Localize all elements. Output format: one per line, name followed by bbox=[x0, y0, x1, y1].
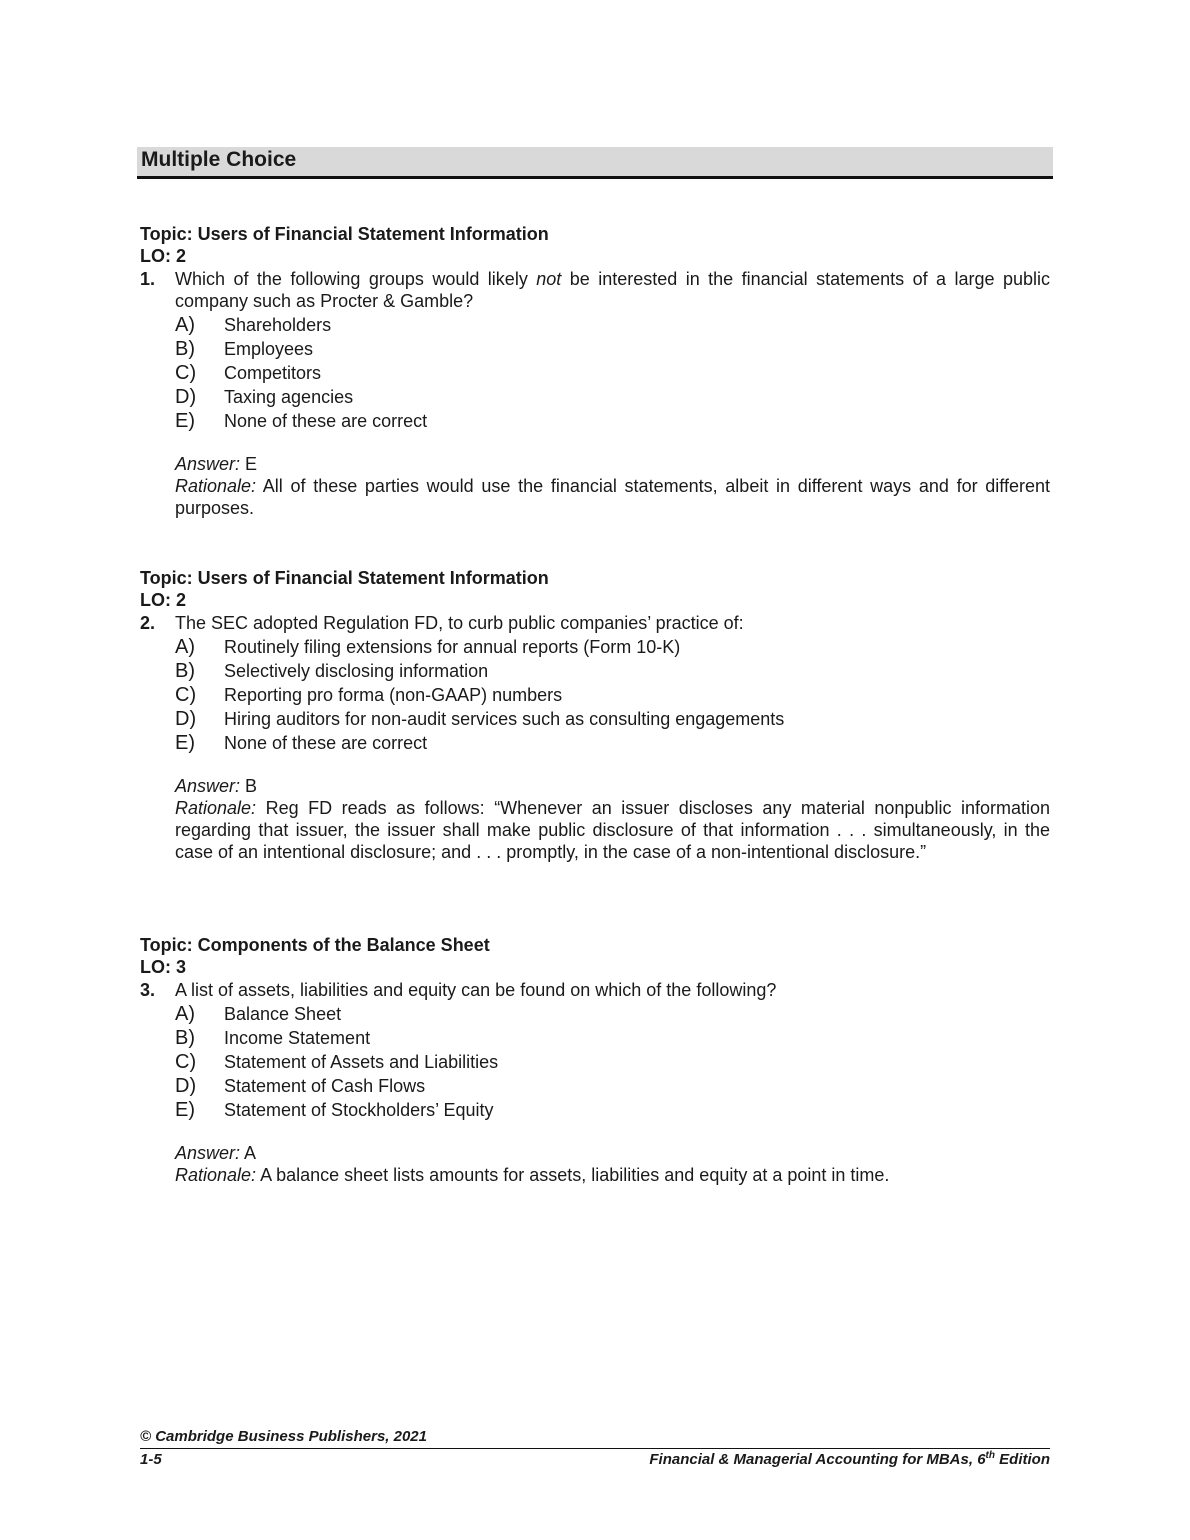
option-text: Competitors bbox=[224, 363, 322, 383]
question-number: 1. bbox=[140, 269, 156, 289]
option-text: Selectively disclosing information bbox=[224, 661, 489, 681]
stem-text: The SEC adopted Regulation FD, to curb public companies’ practice of: bbox=[175, 613, 744, 633]
question-number: 2. bbox=[140, 613, 156, 633]
option-text: Statement of Cash Flows bbox=[224, 1076, 426, 1096]
answer bbox=[175, 453, 1050, 475]
option-text: Balance Sheet bbox=[224, 1004, 342, 1024]
option-letter: C) bbox=[175, 684, 197, 706]
option bbox=[175, 313, 1050, 337]
option-list bbox=[175, 635, 1050, 755]
question-stem bbox=[140, 979, 1050, 1001]
question-stem bbox=[140, 612, 1050, 634]
learning-objective: LO: 3 bbox=[140, 957, 187, 977]
answer-value: A bbox=[244, 1143, 257, 1163]
option-text: Income Statement bbox=[224, 1028, 371, 1048]
option-text: Routinely filing extensions for annual reports (Form 10-K) bbox=[224, 637, 681, 657]
footer-copyright: © Cambridge Business Publishers, 2021 bbox=[140, 1428, 427, 1445]
footer-page-number: 1-5 bbox=[140, 1451, 162, 1468]
option bbox=[175, 1074, 1050, 1098]
rationale-label: Rationale: bbox=[175, 798, 257, 818]
option-list bbox=[175, 1002, 1050, 1122]
stem-text: be interested in the financial statements of a large public company such as Procter & Gamble? bbox=[175, 269, 1050, 311]
option-text: Shareholders bbox=[224, 315, 332, 335]
option-text: Statement of Assets and Liabilities bbox=[224, 1052, 499, 1072]
option bbox=[175, 337, 1050, 361]
section-title: Multiple Choice bbox=[141, 148, 297, 171]
stem-emphasis: not bbox=[536, 269, 562, 289]
option-letter: A) bbox=[175, 636, 195, 658]
rationale bbox=[175, 797, 1050, 863]
question-stem bbox=[140, 268, 1050, 312]
answer bbox=[175, 775, 1050, 797]
option-letter: E) bbox=[175, 732, 195, 754]
option bbox=[175, 659, 1050, 683]
rationale-text: All of these parties would use the financial statements, albeit in different ways and for different purposes. bbox=[175, 476, 1051, 518]
option-text: None of these are correct bbox=[224, 411, 428, 431]
option-letter: E) bbox=[175, 1099, 195, 1121]
rationale-text: Reg FD reads as follows: “Whenever an issuer discloses any material nonpublic information regarding that issuer, the issuer shall make public disclosure of that information . . . simultaneously, in the case of an intentional disclosure; and . . . promptly, in the case of a non-intentional disclosure.” bbox=[175, 798, 1050, 862]
question-block-2 bbox=[140, 567, 1050, 863]
book-title-superscript: th bbox=[985, 1450, 995, 1461]
option bbox=[175, 1002, 1050, 1026]
option-text: Taxing agencies bbox=[224, 387, 354, 407]
footer-book-title bbox=[649, 1451, 1050, 1468]
book-title-text: Financial & Managerial Accounting for MBAs, 6 bbox=[649, 1451, 986, 1468]
rationale-text: A balance sheet lists amounts for assets, liabilities and equity at a point in time. bbox=[260, 1165, 890, 1185]
answer-value: B bbox=[245, 776, 258, 796]
option bbox=[175, 1050, 1050, 1074]
stem-text: Which of the following groups would likely bbox=[175, 269, 537, 289]
book-title-text: Edition bbox=[995, 1451, 1050, 1468]
option-text: Statement of Stockholders’ Equity bbox=[224, 1100, 494, 1120]
option-text: Reporting pro forma (non-GAAP) numbers bbox=[224, 685, 563, 705]
answer bbox=[175, 1142, 1050, 1164]
option-letter: B) bbox=[175, 1027, 195, 1049]
option-letter: A) bbox=[175, 314, 195, 336]
rationale bbox=[175, 475, 1050, 519]
topic: Topic: Users of Financial Statement Information bbox=[140, 224, 549, 244]
option-letter: D) bbox=[175, 708, 197, 730]
option-letter: C) bbox=[175, 362, 197, 384]
answer-value: E bbox=[245, 454, 258, 474]
option-letter: A) bbox=[175, 1003, 195, 1025]
rationale bbox=[175, 1164, 1050, 1186]
learning-objective: LO: 2 bbox=[140, 590, 187, 610]
rationale-label: Rationale: bbox=[175, 476, 257, 496]
option bbox=[175, 635, 1050, 659]
topic: Topic: Users of Financial Statement Information bbox=[140, 568, 549, 588]
rationale-label: Rationale: bbox=[175, 1165, 257, 1185]
option-letter: D) bbox=[175, 1075, 197, 1097]
option bbox=[175, 409, 1050, 433]
option bbox=[175, 683, 1050, 707]
option-list bbox=[175, 313, 1050, 433]
question-block-3 bbox=[140, 934, 1050, 1186]
question-number: 3. bbox=[140, 980, 156, 1000]
option bbox=[175, 1098, 1050, 1122]
stem-text: A list of assets, liabilities and equity can be found on which of the following? bbox=[175, 980, 777, 1000]
footer-divider bbox=[140, 1448, 1050, 1449]
option-letter: B) bbox=[175, 338, 195, 360]
option bbox=[175, 1026, 1050, 1050]
option-letter: D) bbox=[175, 386, 197, 408]
option bbox=[175, 731, 1050, 755]
option-text: None of these are correct bbox=[224, 733, 428, 753]
answer-label: Answer: bbox=[175, 776, 241, 796]
option-letter: E) bbox=[175, 410, 195, 432]
topic: Topic: Components of the Balance Sheet bbox=[140, 935, 490, 955]
option bbox=[175, 707, 1050, 731]
option-text: Employees bbox=[224, 339, 314, 359]
option-text: Hiring auditors for non-audit services such as consulting engagements bbox=[224, 709, 785, 729]
answer-label: Answer: bbox=[175, 1143, 241, 1163]
answer-label: Answer: bbox=[175, 454, 241, 474]
question-block-1 bbox=[140, 223, 1050, 519]
option-letter: B) bbox=[175, 660, 195, 682]
option-letter: C) bbox=[175, 1051, 197, 1073]
option bbox=[175, 361, 1050, 385]
learning-objective: LO: 2 bbox=[140, 246, 187, 266]
option bbox=[175, 385, 1050, 409]
section-header bbox=[137, 147, 1053, 179]
